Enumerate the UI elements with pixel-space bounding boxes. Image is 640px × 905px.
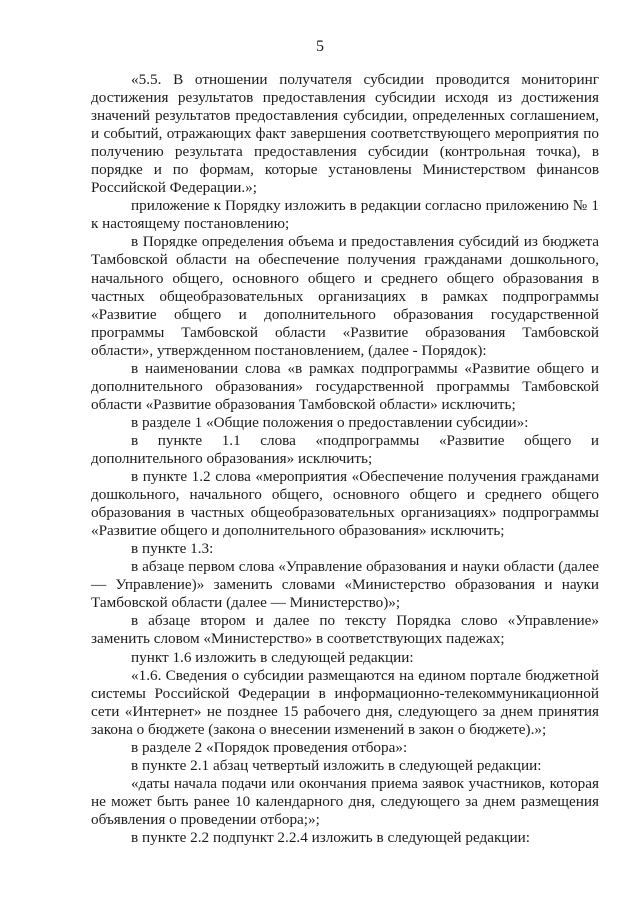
document-body — [91, 71, 599, 847]
paragraph-5-5: «5.5. В отношении получателя субсидии проводится мониторинг достижения результатов предоставления субсидии исходя из достижения значений результатов предоставления субсидии, определенных соглашением, и событий, отражающих факт завершения соответствующего мероприятия по получению результата предоставления субсидии (контрольная точка), в порядке и по формам, которые установлены Министерством финансов Российской Федерации.»; — [91, 71, 599, 197]
paragraph-first-abzac: в абзаце первом слова «Управление образования и науки области (далее — Управление)» заменить словами «Министерство образования и науки Тамбовской области (далее — Министерство)»; — [91, 558, 599, 612]
paragraph-item-2-1: в пункте 2.1 абзац четвертый изложить в следующей редакции: — [131, 756, 542, 774]
page-number: 5 — [316, 38, 324, 55]
paragraph-item-1-6-text: «1.6. Сведения о субсидии размещаются на едином портале бюджетной системы Российской Федерации в информационно-телекоммуникационной сети «Интернет» не позднее 15 рабочего дня, следующего за днем принятия закона о бюджете (закона о внесении изменений в закон о бюджете).»; — [91, 666, 599, 738]
paragraph-item-1-1: в пункте 1.1 слова «подпрограммы «Развитие общего и дополнительного образования» исключить; — [91, 431, 599, 467]
paragraph-item-2-2: в пункте 2.2 подпункт 2.2.4 изложить в следующей редакции: — [131, 828, 530, 846]
paragraph-item-1-6: пункт 1.6 изложить в следующей редакции: — [131, 648, 414, 666]
paragraph-section-2: в разделе 2 «Порядок проведения отбора»: — [131, 738, 408, 756]
paragraph-item-1-2: в пункте 1.2 слова «мероприятия «Обеспечение получения гражданами дошкольного, начального общего, основного общего и среднего общего образования в частных общеобразовательных организациях» подпрограммы «Развитие общего и дополнительного образования» исключить; — [91, 468, 599, 540]
paragraph-second-abzac: в абзаце втором и далее по тексту Порядка слово «Управление» заменить словом «Министерство» в соответствующих падежах; — [91, 612, 599, 648]
paragraph-order-intro: в Порядке определения объема и предоставления субсидий из бюджета Тамбовской области на обеспечение получения гражданами дошкольного, начального общего, основного общего и среднего общего образования в частных общеобразовательных организациях в рамках подпрограммы «Развитие общего и дополнительного образования государственной программы Тамбовской области «Развитие образования Тамбовской области», утвержденном постановлением, (далее - Порядок): — [91, 233, 599, 359]
paragraph-dates: «даты начала подачи или окончания приема заявок участников, которая не может быть ранее 10 календарного дня, следующего за днем размещения объявления о проведении отбора;»; — [91, 774, 599, 828]
paragraph-item-1-3: в пункте 1.3: — [131, 540, 214, 558]
paragraph-section-1: в разделе 1 «Общие положения о предоставлении субсидии»: — [131, 413, 529, 431]
paragraph-appendix: приложение к Порядку изложить в редакции согласно приложению № 1 к настоящему постановлению; — [91, 197, 599, 233]
paragraph-title-change: в наименовании слова «в рамках подпрограммы «Развитие общего и дополнительного образования» государственной программы Тамбовской области «Развитие образования Тамбовской области» исключить; — [91, 359, 599, 413]
